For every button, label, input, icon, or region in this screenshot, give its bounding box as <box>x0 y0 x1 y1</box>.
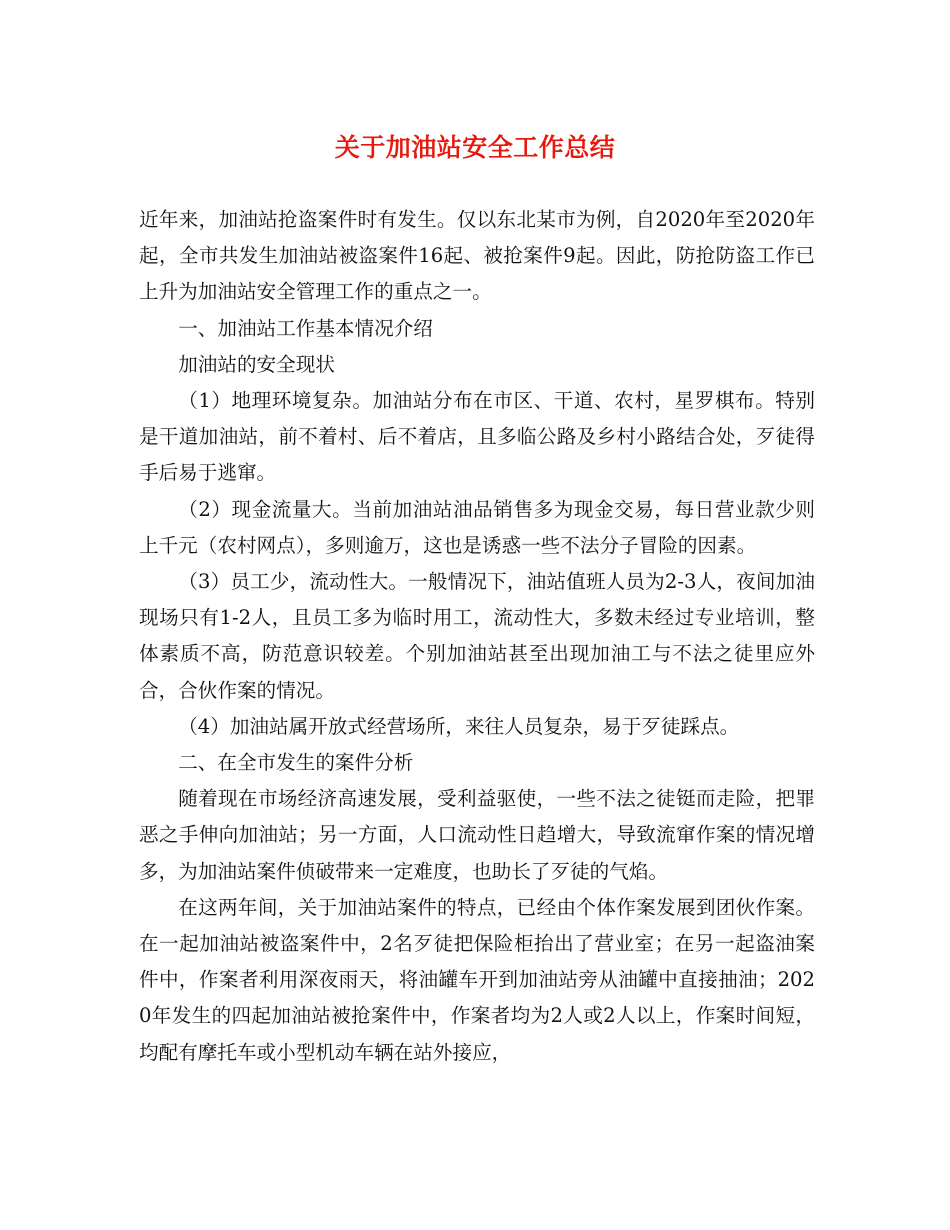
section-heading-1: 一、加油站工作基本情况介绍 <box>178 316 433 340</box>
subsection-heading: 加油站的安全现状 <box>178 352 335 376</box>
paragraph-item-4: （4）加油站属开放式经营场所，来往人员复杂，易于歹徒踩点。 <box>178 714 740 738</box>
paragraph-item-1: （1）地理环境复杂。加油站分布在市区、干道、农村，星罗棋布。特别是干道加油站，前不着村、后不着店，且多临公路及乡村小路结合处，歹徒得手后易于逃窜。 <box>139 389 815 485</box>
paragraph-analysis-1: 随着现在市场经济高速发展，受利益驱使，一些不法之徒铤而走险，把罪恶之手伸向加油站；另一方面，人口流动性日趋增大，导致流窜作案的情况增多，为加油站案件侦破带来一定难度，也助长了歹徒的气焰。 <box>139 787 815 883</box>
paragraph-analysis-2: 在这两年间，关于加油站案件的特点，已经由个体作案发展到团伙作案。在一起加油站被盗案件中，2名歹徒把保险柜抬出了营业室；在另一起盗油案件中，作案者利用深夜雨天，将油罐车开到加油站旁从油罐中直接抽油；2020年发生的四起加油站被抢案件中，作案者均为2人或2人以上，作案时间短，均配有摩托车或小型机动车辆在站外接应， <box>139 895 815 1064</box>
section-heading-2: 二、在全市发生的案件分析 <box>178 751 414 775</box>
paragraph-intro: 近年来，加油站抢盗案件时有发生。仅以东北某市为例，自2020年至2020年起，全市共发生加油站被盗案件16起、被抢案件9起。因此，防抢防盗工作已上升为加油站安全管理工作的重点之一。 <box>139 208 815 304</box>
paragraph-item-2: （2）现金流量大。当前加油站油品销售多为现金交易，每日营业款少则上千元（农村网点），多则逾万，这也是诱惑一些不法分子冒险的因素。 <box>139 497 815 557</box>
document-body <box>139 202 815 1071</box>
paragraph-item-3: （3）员工少，流动性大。一般情况下，油站值班人员为2-3人，夜间加油现场只有1-2人，且员工多为临时用工，流动性大，多数未经过专业培训，整体素质不高，防范意识较差。个别加油站甚至出现加油工与不法之徒里应外合，合伙作案的情况。 <box>139 570 815 702</box>
document-title: 关于加油站安全工作总结 <box>334 133 616 162</box>
